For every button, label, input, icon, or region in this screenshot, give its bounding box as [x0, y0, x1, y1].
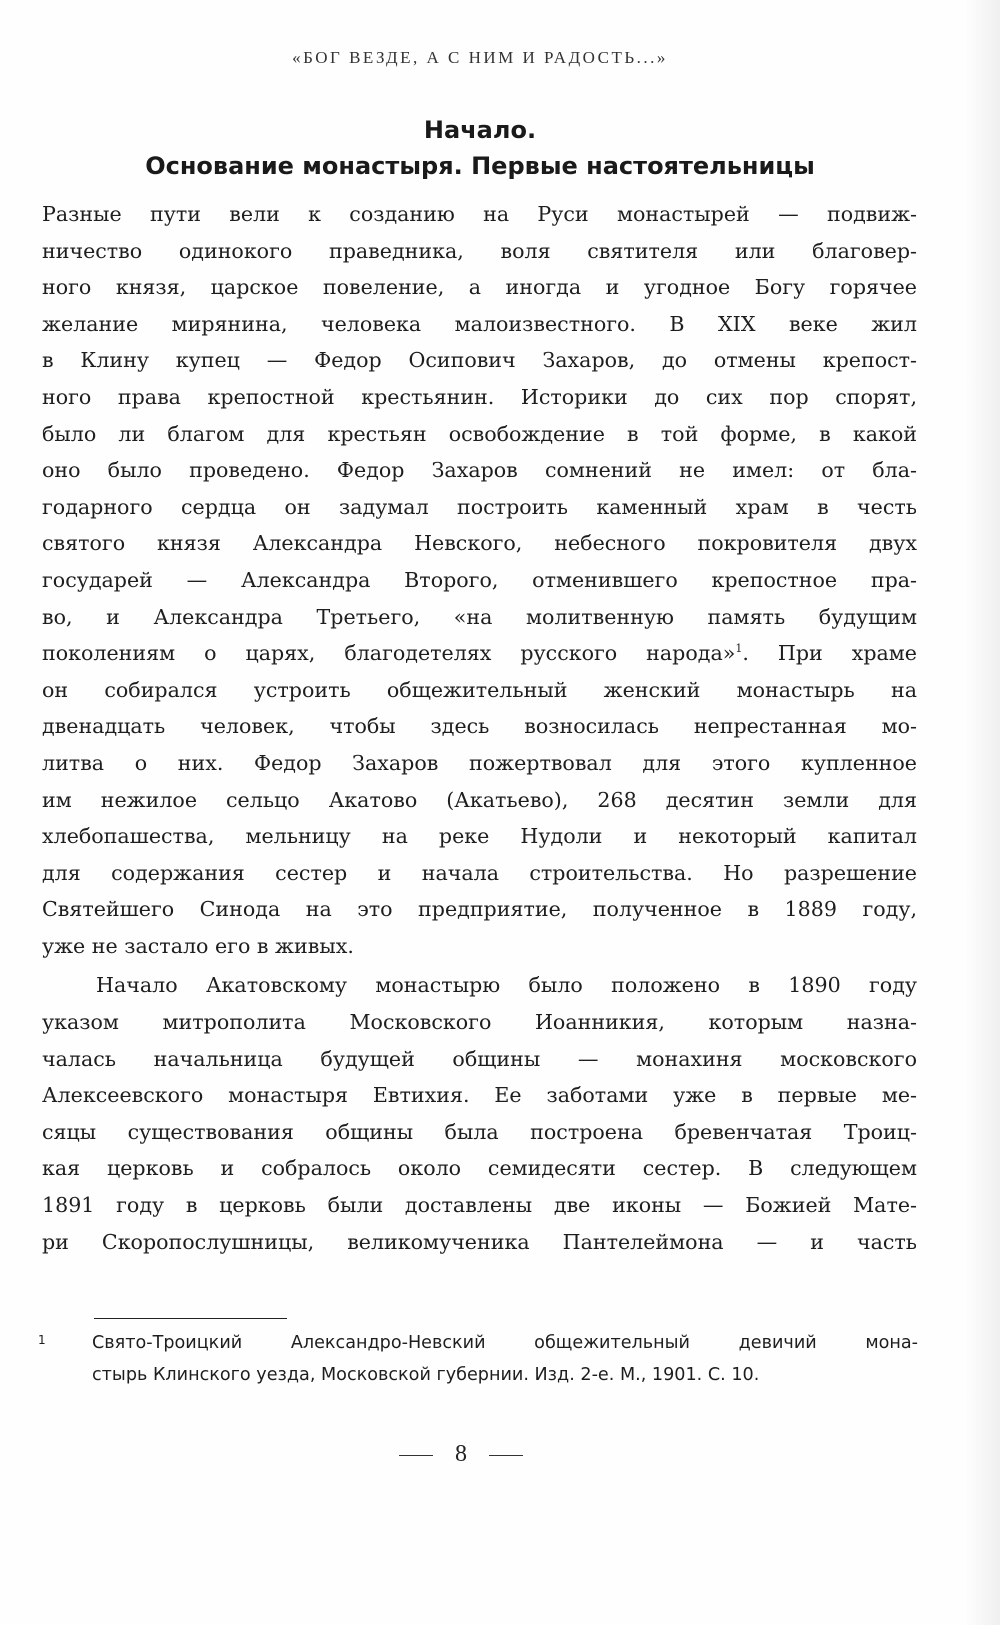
text-line: уже не застало его в живых.	[42, 933, 354, 958]
chapter-title	[40, 112, 920, 184]
footnote-line: Свято-Троицкий Александро-Невский общежительный девичий мона-	[92, 1333, 918, 1353]
text-line: хлебопашества, мельницу на реке Нудоли и некоторый капитал	[42, 824, 917, 849]
paragraph-2	[42, 967, 917, 1260]
text-line: чалась начальница будущей общины — монахиня московского	[42, 1046, 917, 1071]
text-line: Алексеевского монастыря Евтихия. Ее заботами уже в первые ме-	[42, 1083, 917, 1108]
text-line: им нежилое сельцо Акатово (Акатьево), 268 десятин земли для	[42, 787, 917, 812]
text-line: кая церковь и собралось около семидесяти сестер. В следующем	[42, 1156, 917, 1181]
text-line: двенадцать человек, чтобы здесь возносилась непрестанная мо-	[42, 714, 917, 739]
text-line-part: поколениям о царях, благодетелях русского народа»	[42, 641, 736, 666]
text-line: оно было проведено. Федор Захаров сомнений не имел: от бла-	[42, 458, 917, 483]
footnote-body	[92, 1327, 918, 1391]
footnote-line: стырь Клинского уезда, Московской губернии. Изд. 2-е. М., 1901. С. 10.	[92, 1365, 760, 1385]
text-line: 1891 году в церковь были доставлены две иконы — Божией Мате-	[42, 1193, 917, 1218]
text-line: в Клину купец — Федор Осипович Захаров, до отмены крепост-	[42, 348, 917, 373]
paragraph-1	[42, 196, 917, 964]
running-head: «БОГ ВЕЗДЕ, А С НИМ И РАДОСТЬ...»	[292, 48, 668, 67]
text-line: ри Скоропослушницы, великомученика Пантелеймона — и часть	[42, 1229, 917, 1254]
text-line: Разные пути вели к созданию на Руси монастырей — подвиж-	[42, 202, 917, 226]
page-number-footer	[0, 1441, 922, 1468]
body-text	[42, 196, 917, 1260]
page-edge-shadow	[964, 0, 1000, 1625]
right-dash	[489, 1455, 523, 1456]
text-line: ничество одинокого праведника, воля святителя или благовер-	[42, 238, 917, 263]
footnote	[38, 1327, 918, 1391]
text-line: литва о них. Федор Захаров пожертвовал для этого купленное	[42, 750, 917, 775]
text-line: государей — Александра Второго, отменившего крепостное пра-	[42, 567, 917, 592]
text-line-with-footnote	[42, 635, 917, 672]
left-dash	[399, 1455, 433, 1456]
text-line: желание мирянина, человека малоизвестного. В XIX веке жил	[42, 311, 917, 336]
page-number: 8	[455, 1441, 467, 1467]
text-line-part: . При храме	[742, 641, 917, 666]
footnote-reference[interactable]: 1	[735, 642, 743, 656]
chapter-title-line-1: Начало.	[423, 116, 537, 144]
text-line: указом митрополита Московского Иоанникия, которым назна-	[42, 1010, 917, 1035]
text-line: годарного сердца он задумал построить каменный храм в честь	[42, 494, 917, 519]
chapter-title-line-2: Основание монастыря. Первые настоятельницы	[145, 152, 815, 180]
text-line: сяцы существования общины была построена бревенчатая Троиц-	[42, 1119, 917, 1144]
footnote-number: 1	[38, 1333, 46, 1347]
text-line: было ли благом для крестьян освобождение в той форме, в какой	[42, 421, 917, 446]
text-line: Начало Акатовскому монастырю было положено в 1890 году	[96, 973, 917, 998]
text-line: ного права крепостной крестьянин. Историки до сих пор спорят,	[42, 384, 917, 409]
text-line: во, и Александра Третьего, «на молитвенную память будущим	[42, 604, 917, 629]
text-line: ного князя, царское повеление, а иногда и угодное Богу горячее	[42, 275, 917, 300]
text-line: святого князя Александра Невского, небесного покровителя двух	[42, 531, 917, 556]
text-line: для содержания сестер и начала строительства. Но разрешение	[42, 860, 917, 885]
text-line: Святейшего Синода на это предприятие, полученное в 1889 году,	[42, 897, 917, 922]
text-line: он собирался устроить общежительный женский монастырь на	[42, 677, 917, 702]
footnote-divider	[94, 1318, 287, 1319]
